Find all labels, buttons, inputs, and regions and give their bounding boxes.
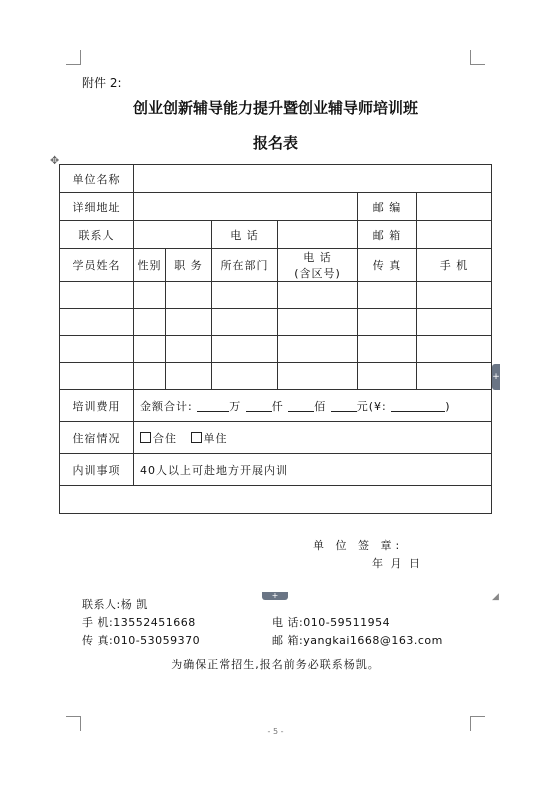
- student-cell[interactable]: [278, 336, 358, 363]
- table-row: [60, 486, 492, 514]
- phone-field[interactable]: [278, 221, 358, 249]
- column-phone-line1: 电 话: [303, 251, 332, 264]
- column-student-name: 学员姓名: [60, 249, 134, 282]
- student-cell[interactable]: [212, 363, 278, 390]
- fee-close: ): [445, 399, 451, 413]
- student-cell[interactable]: [134, 309, 166, 336]
- table-row: [60, 363, 492, 390]
- add-row-icon[interactable]: +: [262, 592, 288, 600]
- contact-fax-label: 传 真:: [82, 634, 114, 647]
- registration-table: [59, 164, 492, 570]
- postcode-field[interactable]: [417, 193, 492, 221]
- contact-person: 联系人:杨 凯: [82, 598, 148, 611]
- address-label: 详细地址: [60, 193, 134, 221]
- fee-bai-blank[interactable]: [288, 400, 314, 412]
- contact-phone-value: 010-59511954: [303, 616, 391, 629]
- fee-wan-blank[interactable]: [197, 400, 229, 412]
- student-cell[interactable]: [358, 336, 417, 363]
- student-cell[interactable]: [166, 282, 212, 309]
- single-room-checkbox[interactable]: [191, 432, 202, 443]
- contact-email-label: 邮 箱:: [272, 634, 304, 647]
- registration-notice: 为确保正常招生,报名前务必联系杨凯。: [171, 658, 380, 671]
- contact-label: 联系人: [60, 221, 134, 249]
- column-phone: [278, 249, 358, 282]
- student-cell[interactable]: [358, 309, 417, 336]
- student-cell[interactable]: [166, 363, 212, 390]
- table-move-handle-icon[interactable]: ✥: [50, 154, 60, 167]
- fee-unit-wan: 万: [229, 399, 242, 413]
- contact-phone-label: 电 话:: [272, 616, 304, 629]
- student-cell[interactable]: [278, 309, 358, 336]
- unit-name-field[interactable]: [134, 165, 492, 193]
- fee-label: 培训费用: [60, 390, 134, 422]
- table-row: [60, 336, 492, 363]
- unit-name-label: 单位名称: [60, 165, 134, 193]
- table-row: [60, 165, 492, 193]
- date-label: 年 月 日: [372, 557, 422, 570]
- student-cell[interactable]: [358, 282, 417, 309]
- signature-area[interactable]: [60, 486, 492, 570]
- contact-fax: [82, 632, 200, 648]
- student-cell[interactable]: [60, 309, 134, 336]
- email-label: 邮 箱: [358, 221, 417, 249]
- contact-email-value[interactable]: yangkai1668@163.com: [303, 634, 443, 647]
- fee-total-label: 金额合计:: [140, 399, 193, 413]
- student-cell[interactable]: [166, 336, 212, 363]
- email-field[interactable]: [417, 221, 492, 249]
- table-row: [60, 454, 492, 486]
- student-cell[interactable]: [417, 282, 492, 309]
- contact-mobile-value: 13552451668: [113, 616, 196, 629]
- table-resize-icon[interactable]: ◢: [492, 592, 499, 602]
- fee-unit-bai: 佰: [314, 399, 327, 413]
- table-row: [60, 390, 492, 422]
- shared-room-checkbox[interactable]: [140, 432, 151, 443]
- phone-label: 电 话: [212, 221, 278, 249]
- student-cell[interactable]: [134, 336, 166, 363]
- contact-mobile-label: 手 机:: [82, 616, 114, 629]
- student-cell[interactable]: [278, 363, 358, 390]
- table-header-row: [60, 249, 492, 282]
- student-cell[interactable]: [166, 309, 212, 336]
- student-cell[interactable]: [60, 282, 134, 309]
- document-subtitle: 报名表: [252, 134, 298, 152]
- student-cell[interactable]: [417, 336, 492, 363]
- fee-unit-qian: 仟: [271, 399, 284, 413]
- contact-mobile: [82, 614, 196, 630]
- attachment-label: 附件 2:: [82, 76, 122, 90]
- table-row: [60, 282, 492, 309]
- student-cell[interactable]: [60, 363, 134, 390]
- crop-mark-top-right: [470, 50, 485, 65]
- student-cell[interactable]: [212, 309, 278, 336]
- student-cell[interactable]: [134, 282, 166, 309]
- contact-phone: [272, 614, 390, 630]
- table-row: [60, 309, 492, 336]
- column-position: 职 务: [166, 249, 212, 282]
- column-department: 所在部门: [212, 249, 278, 282]
- table-row: [60, 193, 492, 221]
- lodging-options: [134, 422, 492, 454]
- column-fax: 传 真: [358, 249, 417, 282]
- fee-field[interactable]: [134, 390, 492, 422]
- fee-amount-blank[interactable]: [391, 400, 445, 412]
- shared-room-label: 合住: [153, 431, 177, 445]
- fee-qian-blank[interactable]: [246, 400, 272, 412]
- single-room-label: 单住: [203, 431, 228, 445]
- table-row: [60, 221, 492, 249]
- column-gender: 性别: [134, 249, 166, 282]
- table-row: [60, 422, 492, 454]
- student-cell[interactable]: [278, 282, 358, 309]
- student-cell[interactable]: [212, 282, 278, 309]
- student-cell[interactable]: [60, 336, 134, 363]
- column-phone-line2: (含区号): [294, 267, 341, 280]
- fee-yuan-blank[interactable]: [331, 400, 357, 412]
- document-title: 创业创新辅导能力提升暨创业辅导师培训班: [132, 99, 418, 117]
- column-mobile: 手 机: [417, 249, 492, 282]
- student-cell[interactable]: [417, 363, 492, 390]
- student-cell[interactable]: [134, 363, 166, 390]
- crop-mark-top-left: [66, 50, 81, 65]
- inhouse-label: 内训事项: [60, 454, 134, 486]
- lodging-label: 住宿情况: [60, 422, 134, 454]
- contact-fax-value: 010-53059370: [113, 634, 201, 647]
- page-number: - 5 -: [267, 727, 284, 736]
- add-column-icon[interactable]: +: [492, 364, 500, 390]
- contact-email: [272, 632, 443, 648]
- fee-unit-yuan: 元(¥:: [356, 399, 387, 413]
- student-cell[interactable]: [212, 336, 278, 363]
- student-cell[interactable]: [417, 309, 492, 336]
- address-field[interactable]: [134, 193, 358, 221]
- signature-label: 单 位 签 章:: [313, 539, 404, 552]
- student-cell[interactable]: [358, 363, 417, 390]
- inhouse-text: 40人以上可赴地方开展内训: [134, 454, 492, 486]
- postcode-label: 邮 编: [358, 193, 417, 221]
- contact-field[interactable]: [134, 221, 212, 249]
